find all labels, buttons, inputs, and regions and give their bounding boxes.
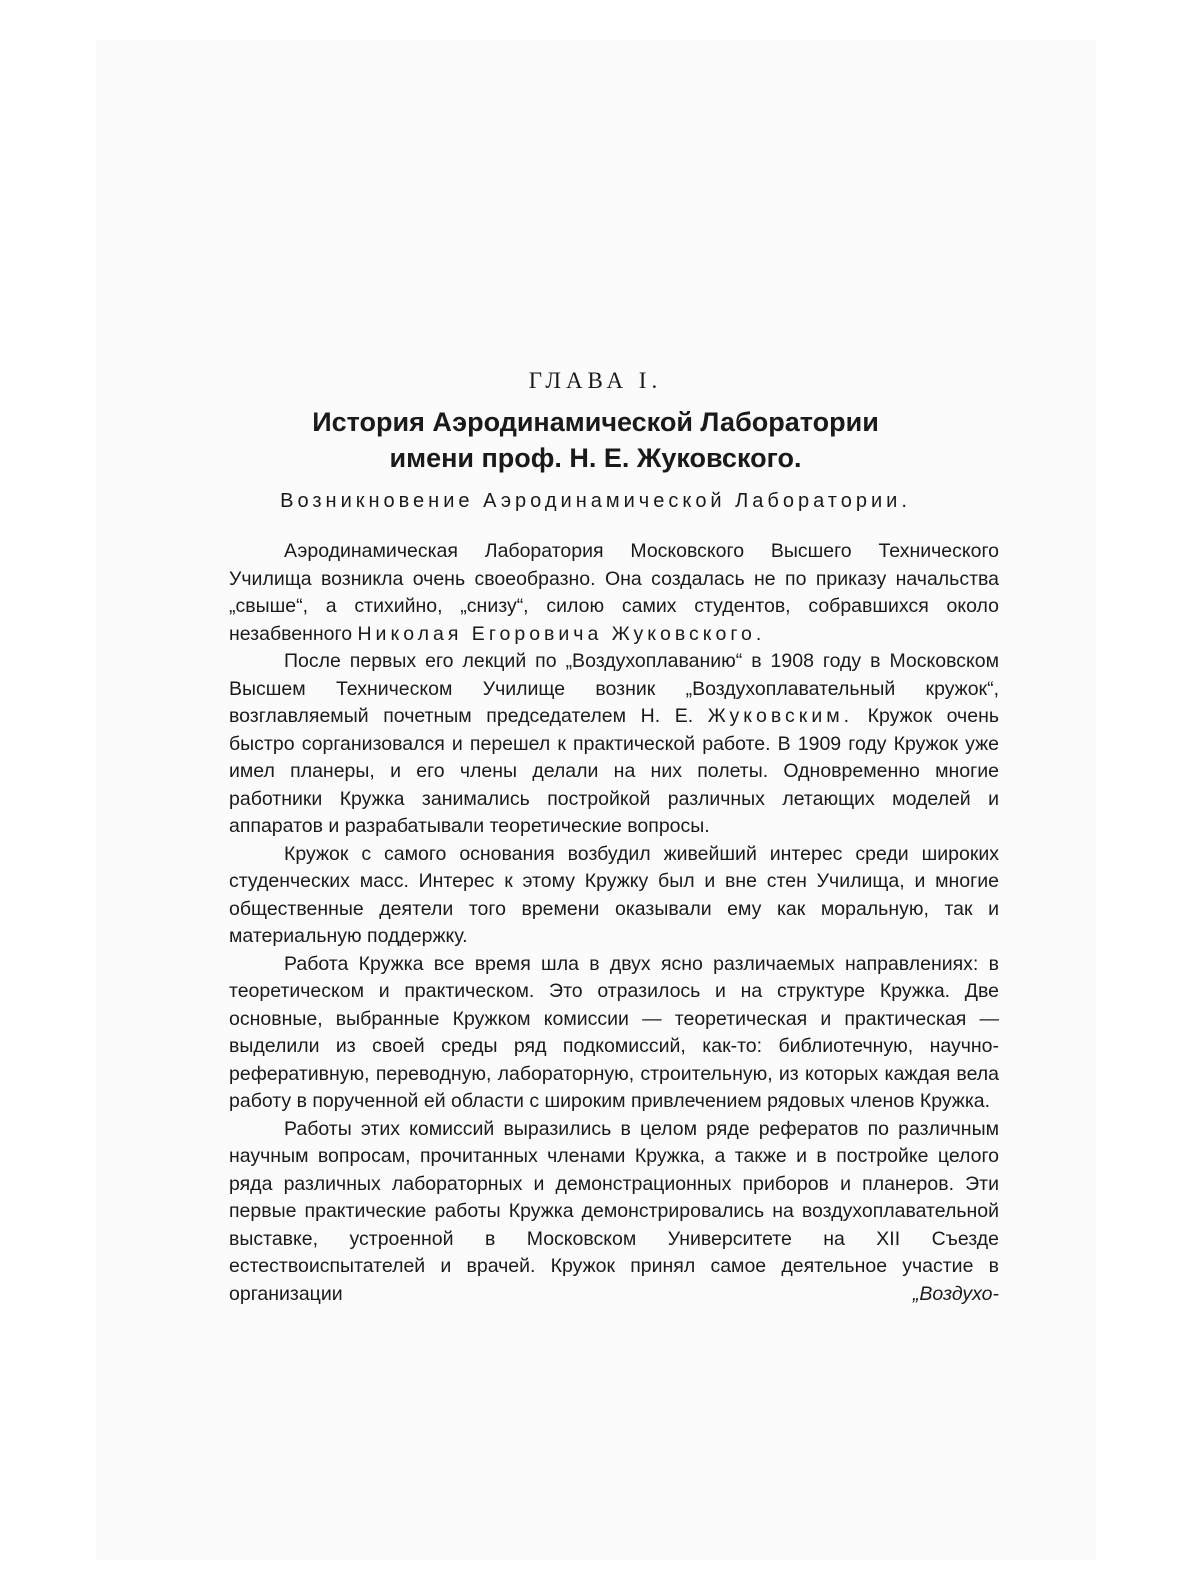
paragraph-4: Работа Кружка все время шла в двух ясно различаемых направлениях: в теоретическом и практическом. Это отразилось и на структуре Кружка. Две основные, выбранные Кружком комиссии — теоретическая и практическая — выделили из своей среды ряд подкомиссий, как-то: библиотечную, научно-реферативную, переводную, лабораторную, строительную, из которых каждая вела работу в порученной ей области с широким привлечением рядовых членов Кружка. [229, 952, 999, 1112]
chapter-title [0, 404, 1191, 476]
paragraph-2-text-b: Кружок очень быстро сорганизовался и перешел к практической работе. В 1909 году Кружок уже имел планеры, и его члены делали на них полеты. Одновременно многие работники Кружка занимались постройкой различных летающих моделей и аппаратов и разрабатывали теоретические вопросы. [229, 705, 999, 837]
body-text [229, 538, 999, 1308]
paragraph-1-text: Аэродинамическая Лаборатория Московского Высшего Технического Училища возникла очень своеобразно. Она создалась не по приказу начальства „свыше“, а стихийно, „снизу“, силою самих студентов, собравшихся около незабвенного [229, 540, 999, 645]
paragraph-3: Кружок с самого основания возбудил живейший интерес среди широких студенческих масс. Интерес к этому Кружку был и вне стен Училища, и многие общественные деятели того времени оказывали ему как моральную, так и материальную поддержку. [229, 842, 999, 947]
paragraph-1 [229, 538, 999, 648]
paragraph-1-spaced-name: Николая Егоровича Жуковского. [357, 622, 766, 645]
section-title: Возникновение Аэродинамической Лаборатории. [280, 490, 911, 512]
paragraph-5-text: Работы этих комиссий выразились в целом ряде рефератов по различным научным вопросам, прочитанных членами Кружка, а также и в постройке целого ряда различных лабораторных и демонстрационных приборов и планеров. Эти первые практические работы Кружка демонстрировались на воздухоплавательной выставке, устроенной в Московском Университете на XII Съезде естествоиспытателей и врачей. Кружок принял самое деятельное участие в организации [229, 1117, 999, 1305]
paragraph-5 [229, 1116, 999, 1309]
paragraph-2 [229, 648, 999, 841]
paragraph-5-italic: „Воздухо- [912, 1282, 999, 1305]
chapter-label: ГЛАВА I. [528, 368, 663, 393]
paragraph-2-spaced-name: Жуковским. [707, 705, 854, 727]
chapter-title-line-2: имени проф. Н. Е. Жуковского. [389, 443, 802, 473]
chapter-title-line-1: История Аэродинамической Лаборатории [312, 407, 879, 437]
paragraph-2-text-a: После первых его лекций по „Воздухоплаванию“ в 1908 году в Московском Высшем Техническом Училище возник „Воздухоплавательный кружок“, возглавляемый почетным председателем Н. Е. [229, 650, 999, 727]
